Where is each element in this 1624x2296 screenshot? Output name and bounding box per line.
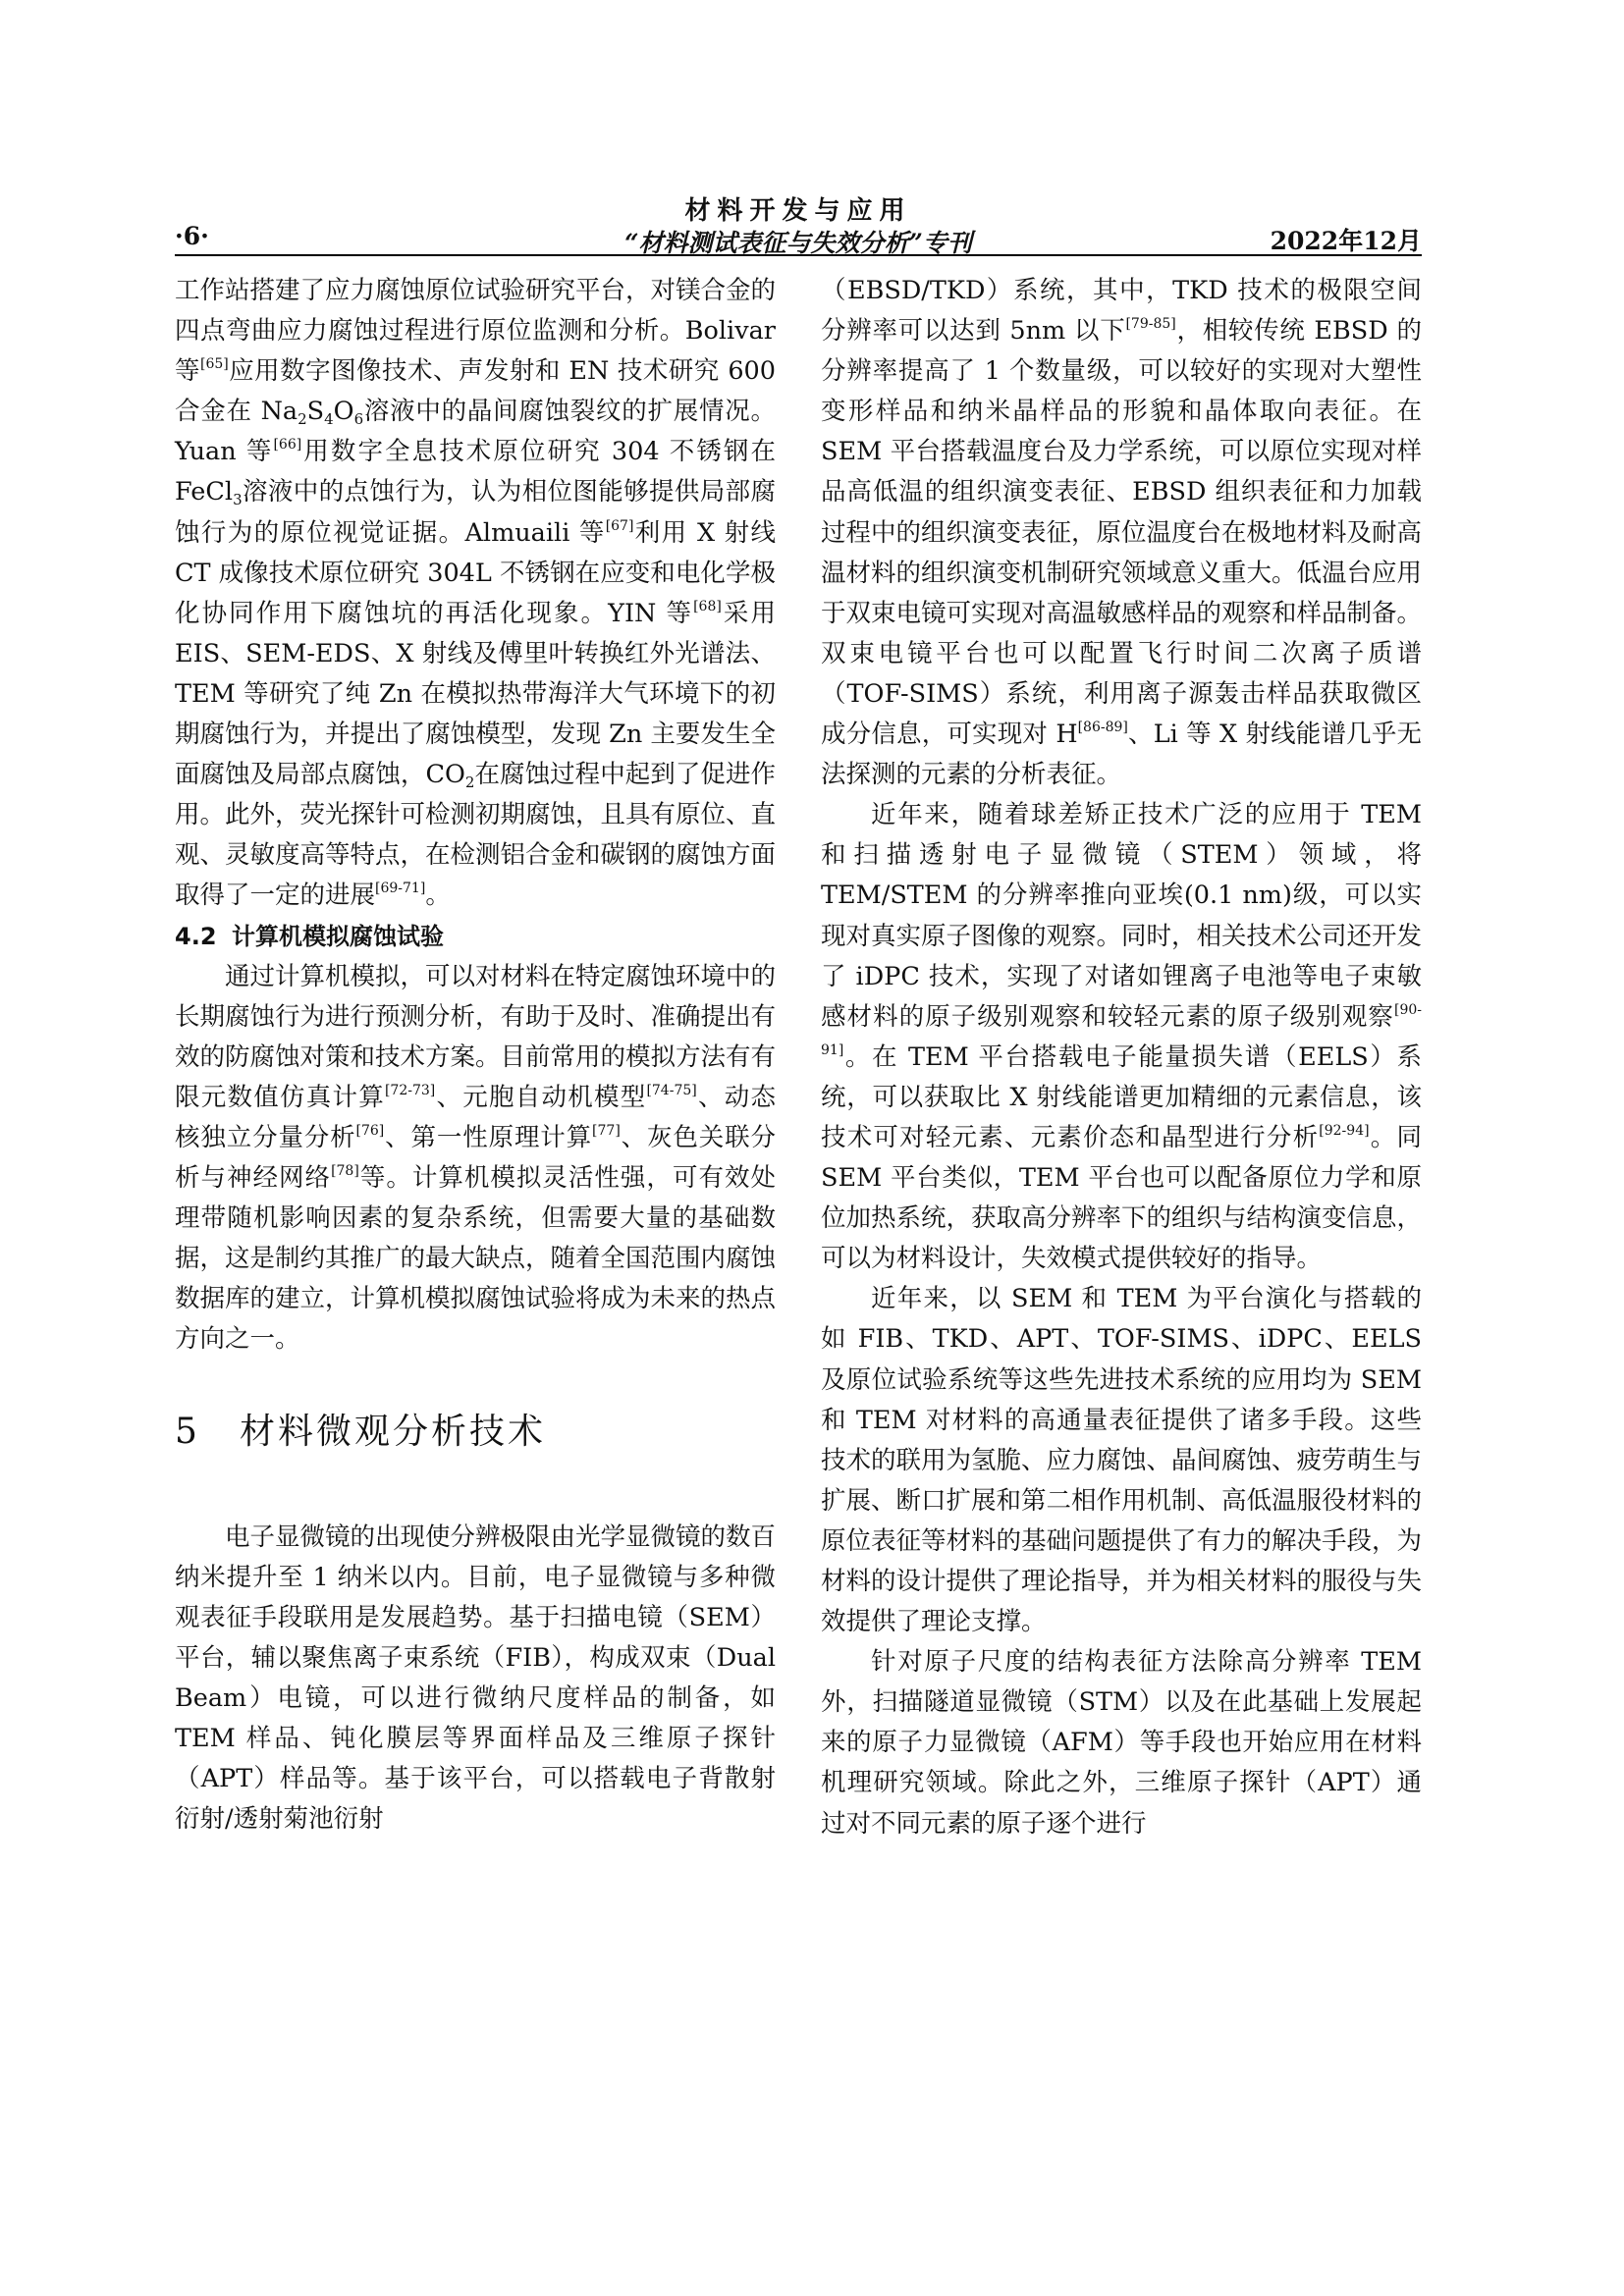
paragraph: 工作站搭建了应力腐蚀原位试验研究平台，对镁合金的四点弯曲应力腐蚀过程进行原位监测和分析。Bolivar 等[65]应用数字图像技术、声发射和 EN 技术研究 600 合金在 $Na_2S_4O_6$溶液中的晶间腐蚀裂纹的扩展情况。Yuan 等[66]用数字全息技术原位研究 304 不锈钢在 FeCl$_3$溶液中的点蚀行为，认为相位图能够提供局部腐蚀行为的原位视觉证据。Almuaili 等[67]利用 X 射线 CT 成像技术原位研究 304L 不锈钢在应变和电化学极化协同作用下腐蚀坑的再活化现象。YIN 等[68]采用 EIS、SEM-EDS、X 射线及傅里叶转换红外光谱法、TEM 等研究了纯 Zn 在模拟热带海洋大气环境下的初期腐蚀行为，并提出了腐蚀模型，发现 Zn 主要发生全面腐蚀及局部点腐蚀，$CO_2$在腐蚀过程中起到了促进作用。此外，荧光探针可检测初期腐蚀，且具有原位、直观、灵敏度高等特点，在检测铝合金和碳钢的腐蚀方面取得了一定的进展[69-71]。 (175, 276, 777, 911)
citation: [77] (592, 1122, 621, 1139)
left-column (175, 271, 776, 1840)
section-number: 5 (175, 1411, 200, 1452)
section-number: 4.2 (175, 922, 217, 950)
page-header (175, 196, 1422, 257)
page-number: ·6· (175, 222, 209, 250)
citation: [65] (199, 356, 229, 373)
issue-date: 2022年12月 (1270, 227, 1422, 255)
citation: [74-75] (646, 1082, 697, 1098)
citation: [90-91] (821, 1001, 1422, 1058)
citation: [68] (693, 598, 722, 614)
section-heading-4-2 (175, 917, 776, 957)
citation: [66] (273, 437, 302, 454)
paragraph: 针对原子尺度的结构表征方法除高分辨率 TEM 外，扫描隧道显微镜（STM）以及在此基础上发展起来的原子力显微镜（AFM）等手段也开始应用在材料机理研究领域。除此之外，三维原子探针（APT）通过对不同元素的原子逐个进行 (821, 1647, 1422, 1839)
paragraph: （EBSD/TKD）系统，其中，TKD 技术的极限空间分辨率可以达到 5nm 以下[79-85]，相较传统 EBSD 的分辨率提高了 1 个数量级，可以较好的实现对大塑性变形样品和纳米晶样品的形貌和晶体取向表征。在 SEM 平台搭载温度台及力学系统，可以原位实现对样品高低温的组织演变表征、EBSD 组织表征和力加载过程中的组织演变表征，原位温度台在极地材料及耐高温材料的组织演变机制研究领域意义重大。低温台应用于双束电镜可实现对高温敏感样品的观察和样品制备。双束电镜平台也可以配置飞行时间二次离子质谱（TOF-SIMS）系统，利用离子源轰击样品获取微区成分信息，可实现对 H[86-89]、Li 等 X 射线能谱几乎无法探测的元素的分析表征。 (821, 276, 1423, 790)
journal-title: 材料开发与应用 (684, 196, 912, 226)
citation: [67] (605, 517, 634, 534)
header-rule (175, 254, 1422, 256)
paragraph: 通过计算机模拟，可以对材料在特定腐蚀环境中的长期腐蚀行为进行预测分析，有助于及时、准确提出有效的防腐蚀对策和技术方案。目前常用的模拟方法有有限元数值仿真计算[72-73]、元胞自动机模型[74-75]、动态核独立分量分析[76]、第一性原理计算[77]、灰色关联分析与神经网络[78]等。计算机模拟灵活性强，可有效处理带随机影响因素的复杂系统，但需要大量的基础数据，这是制约其推广的最大缺点，随着全国范围内腐蚀数据库的建立，计算机模拟腐蚀试验将成为未来的热点方向之一。 (175, 961, 777, 1355)
paragraph: 电子显微镜的出现使分辨极限由光学显微镜的数百纳米提升至 1 纳米以内。目前，电子显微镜与多种微观表征手段联用是发展趋势。基于扫描电镜（SEM）平台，辅以聚焦离子束系统（FIB），构成双束（Dual Beam）电镜，可以进行微纳尺度样品的制备，如 TEM 样品、钝化膜层等界面样品及三维原子探针（APT）样品等。基于该平台，可以搭载电子背散射衍射/透射菊池衍射 (175, 1522, 777, 1835)
citation: [79-85] (1125, 316, 1176, 333)
paragraph: 近年来，以 SEM 和 TEM 为平台演化与搭载的如 FIB、TKD、APT、TOF-SIMS、iDPC、EELS 及原位试验系统等这些先进技术系统的应用均为 SEM 和 TEM 对材料的高通量表征提供了诸多手段。这些技术的联用为氢脆、应力腐蚀、晶间腐蚀、疲劳萌生与扩展、断口扩展和第二相作用机制、高低温服役材料的原位表征等材料的基础问题提供了有力的解决手段，为材料的设计提供了理论指导，并为相关材料的服役与失效提供了理论支撑。 (821, 1284, 1423, 1637)
citation: [86-89] (1077, 720, 1128, 736)
section-title: 计算机模拟腐蚀试验 (232, 922, 444, 950)
citation: [72-73] (384, 1082, 436, 1098)
right-column (821, 271, 1422, 1844)
citation: [76] (355, 1122, 385, 1139)
special-issue-title: “材料测试表征与失效分析”专刊 (624, 229, 972, 257)
section-heading-5 (175, 1408, 776, 1457)
paragraph: 近年来，随着球差矫正技术广泛的应用于 TEM 和扫描透射电子显微镜（STEM）领域，将 TEM/STEM 的分辨率推向亚埃(0.1 nm)级，可以实现对真实原子图像的观察。同时，相关技术公司还开发了 iDPC 技术，实现了对诸如锂离子电池等电子束敏感材料的原子级别观察和较轻元素的原子级别观察[90-91]。在 TEM 平台搭载电子能量损失谱（EELS）系统，可以获取比 X 射线能谱更加精细的元素信息，该技术可对轻元素、元素价态和晶型进行分析[92-94]。同 SEM 平台类似，TEM 平台也可以配备原位力学和原位加热系统，获取高分辨率下的组织与结构演变信息，可以为材料设计，失效模式提供较好的指导。 (821, 800, 1423, 1274)
citation: [92-94] (1319, 1122, 1370, 1139)
section-title: 材料微观分析技术 (240, 1411, 547, 1452)
citation: [78] (331, 1163, 359, 1180)
citation: [69-71] (375, 881, 426, 897)
